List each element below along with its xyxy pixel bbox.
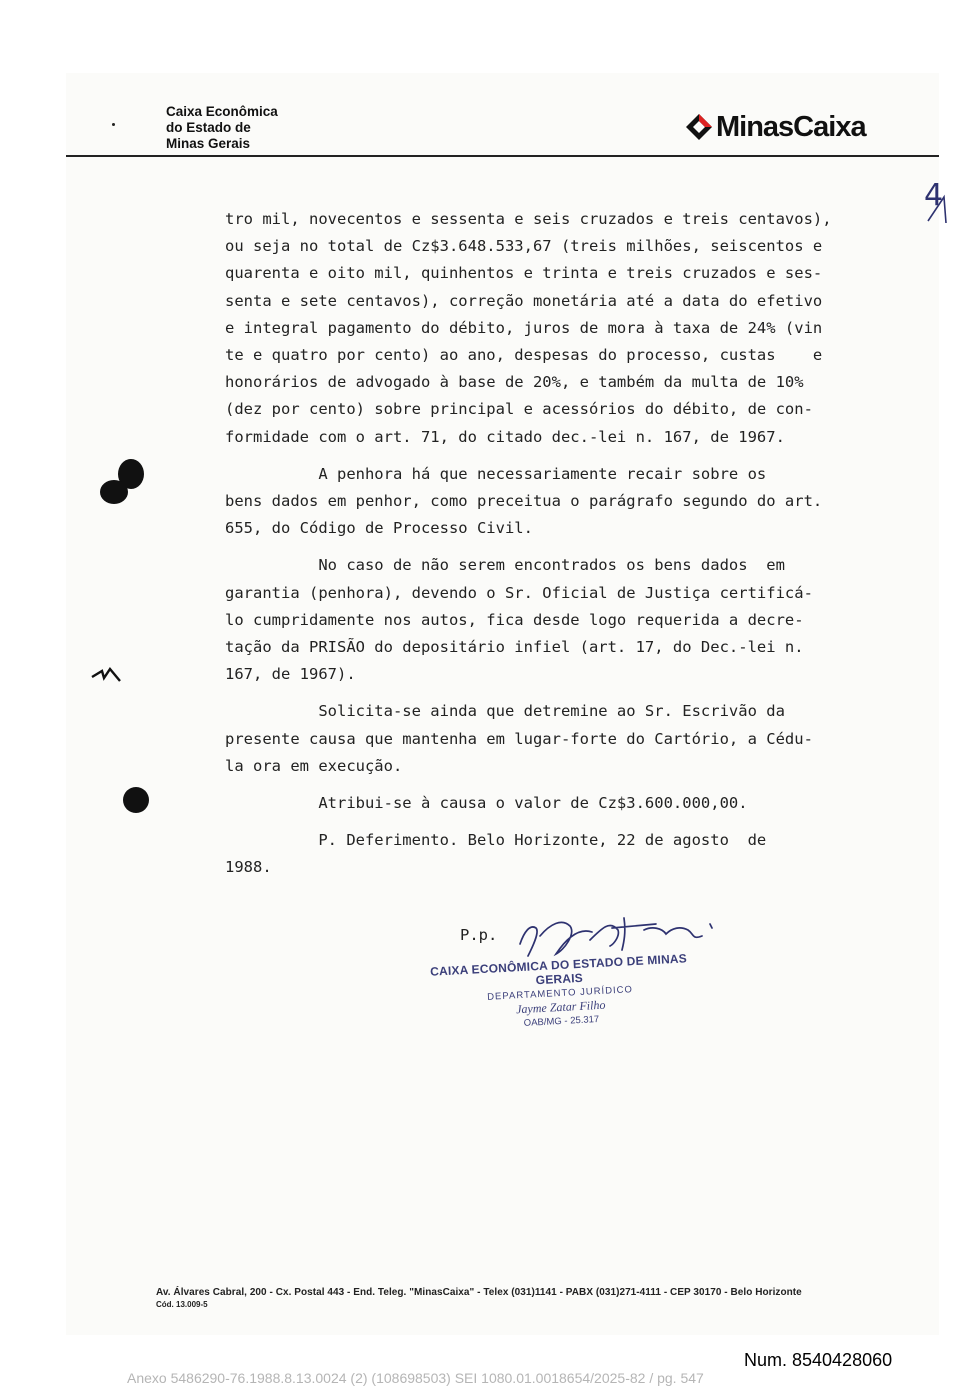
- footer-code: Cód. 13.009-5: [156, 1300, 208, 1309]
- annex-reference: Anexo 5486290-76.1988.8.13.0024 (2) (108698503) SEI 1080.01.0018654/2025-82 / pg. 547: [127, 1370, 704, 1386]
- header-divider: [66, 155, 939, 157]
- body-line: garantia (penhora), devendo o Sr. Oficial de Justiça certificá-: [225, 583, 813, 602]
- paragraph-gap: [225, 817, 915, 827]
- body-line: A penhora há que necessariamente recair sobre os: [225, 464, 767, 483]
- body-line: (dez por cento) sobre principal e acessórios do débito, de con-: [225, 400, 813, 419]
- letterhead-footer: [156, 1287, 926, 1309]
- paragraph-gap: [225, 780, 915, 790]
- body-line: te e quatro por cento) ao ano, despesas do processo, custas e: [225, 346, 823, 365]
- body-line: honorários de advogado à base de 20%, e também da multa de 10%: [225, 373, 804, 392]
- stamp-institution: CAIXA ECONÔMICA DO ESTADO DE MINAS GERAIS: [429, 951, 688, 988]
- org-line-2: do Estado de: [166, 120, 251, 135]
- body-line: bens dados em penhor, como preceitua o parágrafo segundo do art.: [225, 492, 823, 511]
- body-line: lo cumpridamente nos autos, fica desde logo requerida a decre-: [225, 610, 804, 629]
- body-line: No caso de não serem encontrados os bens dados em: [225, 556, 785, 575]
- document-number: Num. 8540428060: [744, 1350, 893, 1370]
- handwritten-page-number: [922, 177, 962, 237]
- body-line: Atribui-se à causa o valor de Cz$3.600.000,00.: [225, 794, 748, 813]
- ink-blot: [100, 480, 128, 504]
- minascaixa-logo-icon: [684, 112, 714, 142]
- organization-name: [166, 104, 278, 152]
- signature-block: [429, 918, 780, 1038]
- body-line: senta e sete centavos), correção monetária até a data do efetivo: [225, 291, 823, 310]
- body-line: quarenta e oito mil, quinhentos e trinta e treis cruzados e ses-: [225, 264, 823, 283]
- org-line-3: Minas Gerais: [166, 136, 251, 151]
- handwritten-page-number-text: 4: [924, 178, 944, 213]
- footer-address: Av. Álvares Cabral, 200 - Cx. Postal 443 - End. Teleg. "MinasCaixa" - Telex (031)1141 - PABX (031)271-4111 - CEP 30170 - Belo Horizonte: [156, 1287, 802, 1298]
- ink-blot: [123, 787, 149, 813]
- paragraph-gap: [225, 451, 915, 461]
- body-line: tação da PRISÃO do depositário infiel (art. 17, do Dec.-lei n.: [225, 638, 804, 657]
- scan-speck: [112, 123, 115, 126]
- paragraph-gap: [225, 688, 915, 698]
- body-line: e integral pagamento do débito, juros de mora à taxa de 24% (vin: [225, 318, 823, 337]
- org-line-1: Caixa Econômica: [166, 104, 278, 119]
- stamp-department: DEPARTAMENTO JURÍDICO: [486, 984, 634, 1003]
- minascaixa-logo: [684, 109, 866, 145]
- body-line: tro mil, novecentos e sessenta e seis cruzados e treis centavos),: [225, 210, 832, 228]
- body-line: P. Deferimento. Belo Horizonte, 22 de agosto de: [225, 831, 767, 850]
- logo-text: MinasCaixa: [716, 110, 866, 143]
- department-stamp: [428, 951, 691, 1034]
- stamp-name: Jayme Zatar Filho: [515, 997, 606, 1017]
- stamp-oab: OAB/MG - 25.317: [523, 1013, 600, 1029]
- body-line: formidade com o art. 71, do citado dec.-lei n. 167, de 1967.: [225, 427, 785, 446]
- body-line: la ora em execução.: [225, 756, 403, 775]
- body-line: ou seja no total de Cz$3.648.533,67 (treis milhões, seiscentos e: [225, 237, 823, 256]
- body-line: Solicita-se ainda que detremine ao Sr. Escrivão da: [225, 702, 785, 721]
- body-line: 167, de 1967).: [225, 665, 356, 684]
- pp-label: P.p.: [460, 926, 498, 944]
- body-line: 655, do Código de Processo Civil.: [225, 519, 533, 538]
- body-line: 1988.: [225, 858, 272, 877]
- document-sheet: [66, 73, 944, 1335]
- ink-mark: [90, 665, 124, 685]
- letter-body: [225, 206, 915, 882]
- paragraph-gap: [225, 542, 915, 552]
- body-line: presente causa que mantenha em lugar-forte do Cartório, a Cédu-: [225, 729, 813, 748]
